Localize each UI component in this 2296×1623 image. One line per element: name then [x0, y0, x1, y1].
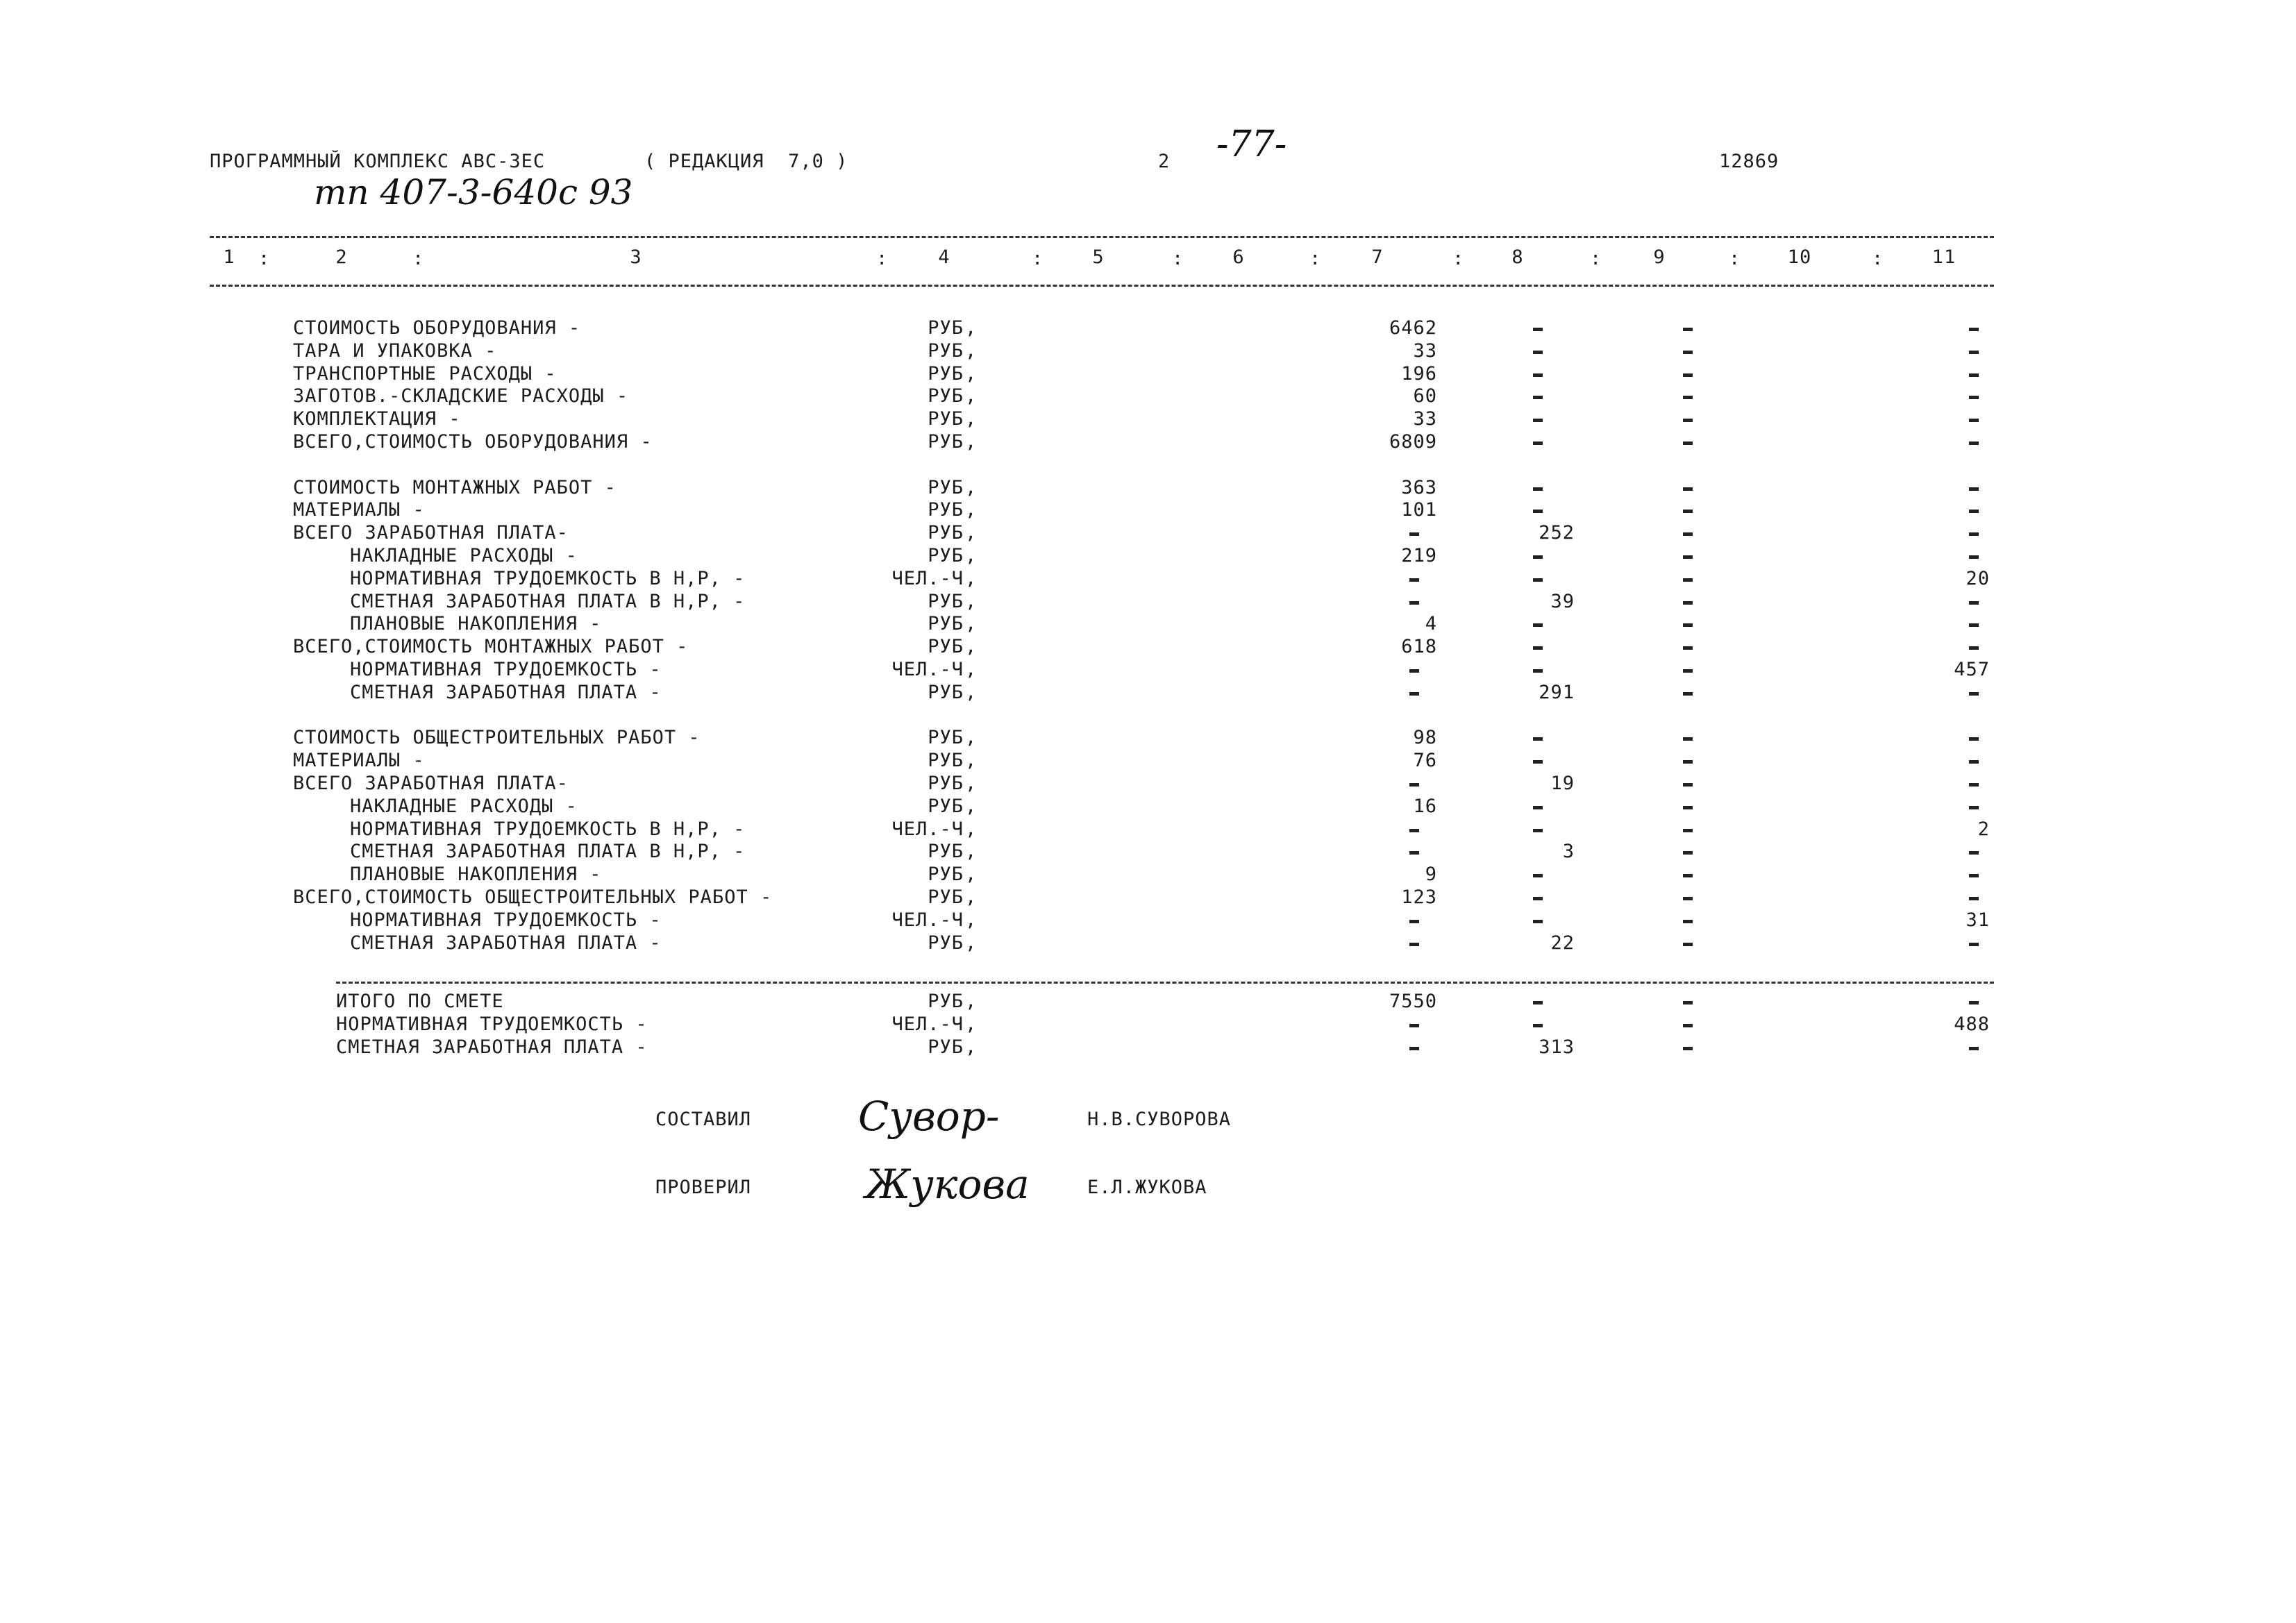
row-label: ТРАНСПОРТНЫЕ РАСХОДЫ - [293, 363, 557, 385]
row-label: ПЛАНОВЫЕ НАКОПЛЕНИЯ - [350, 613, 602, 634]
col8-value-dash [1533, 737, 1543, 741]
row-unit: РУБ [928, 591, 964, 612]
col7-value: 6809 [1389, 431, 1437, 453]
row-unit: РУБ [928, 363, 964, 385]
col9-value-dash [1683, 555, 1693, 559]
unit-separator: , [965, 568, 978, 589]
column-header-6: 6 [1232, 246, 1245, 268]
unit-separator: , [965, 818, 978, 840]
col7-value-dash [1409, 1047, 1419, 1050]
row-unit: ЧЕЛ.-Ч [891, 909, 964, 931]
col11-value-dash [1969, 396, 1979, 399]
column-header-9: 9 [1653, 246, 1666, 268]
col9-value-dash [1683, 851, 1693, 855]
col11-value-dash [1969, 897, 1979, 900]
col9-value-dash [1683, 760, 1693, 764]
unit-separator: , [965, 522, 978, 544]
row-unit: РУБ [928, 727, 964, 748]
unit-separator: , [965, 431, 978, 453]
col11-value-dash [1969, 1001, 1979, 1004]
row-unit: РУБ [928, 477, 964, 498]
column-header-5: 5 [1092, 246, 1105, 268]
col8-value-dash [1533, 578, 1543, 582]
col7-value: 60 [1413, 385, 1437, 407]
col9-value-dash [1683, 578, 1693, 582]
column-header-1: 1 [223, 246, 235, 268]
col7-value-dash [1409, 851, 1419, 855]
col8-value-dash [1533, 373, 1543, 377]
row-label: НАКЛАДНЫЕ РАСХОДЫ - [350, 796, 578, 817]
unit-separator: , [965, 991, 978, 1012]
row-label: НОРМАТИВНАЯ ТРУДОЕМКОСТЬ В Н,Р, - [350, 818, 746, 840]
column-separator: : [1729, 248, 1741, 269]
col8-value-dash [1533, 1024, 1543, 1027]
row-label: ВСЕГО ЗАРАБОТНАЯ ПЛАТА- [293, 773, 569, 794]
col11-value: 457 [1954, 659, 1990, 680]
col9-value-dash [1683, 1001, 1693, 1004]
row-unit: РУБ [928, 991, 964, 1012]
column-header-7: 7 [1371, 246, 1384, 268]
col8-value: 313 [1539, 1036, 1575, 1058]
col11-value-dash [1969, 646, 1979, 650]
row-unit: РУБ [928, 613, 964, 634]
col8-value-dash [1533, 442, 1543, 445]
col8-value-dash [1533, 829, 1543, 832]
col7-value-dash [1409, 601, 1419, 605]
col11-value: 20 [1966, 568, 1990, 589]
unit-separator: , [965, 340, 978, 362]
column-separator: : [258, 248, 271, 269]
row-label: СТОИМОСТЬ ОБЩЕСТРОИТЕЛЬНЫХ РАБОТ - [293, 727, 701, 748]
col8-value-dash [1533, 669, 1543, 673]
row-label: НОРМАТИВНАЯ ТРУДОЕМКОСТЬ - [350, 909, 662, 931]
col9-value-dash [1683, 692, 1693, 696]
row-unit: РУБ [928, 682, 964, 703]
col11-value-dash [1969, 851, 1979, 855]
col8-value-dash [1533, 555, 1543, 559]
col7-value-dash [1409, 578, 1419, 582]
col9-value-dash [1683, 510, 1693, 513]
col8-value-dash [1533, 646, 1543, 650]
row-label: КОМПЛЕКТАЦИЯ - [293, 408, 461, 430]
col11-value-dash [1969, 555, 1979, 559]
row-unit: РУБ [928, 431, 964, 453]
row-unit: РУБ [928, 545, 964, 566]
col11-value-dash [1969, 760, 1979, 764]
col11-value-dash [1969, 442, 1979, 445]
col7-value-dash [1409, 532, 1419, 536]
row-label: СМЕТНАЯ ЗАРАБОТНАЯ ПЛАТА - [350, 932, 662, 954]
col8-value-dash [1533, 874, 1543, 877]
col7-value: 16 [1413, 796, 1437, 817]
row-label: СМЕТНАЯ ЗАРАБОТНАЯ ПЛАТА В Н,Р, - [350, 841, 746, 862]
col7-value: 76 [1413, 750, 1437, 771]
row-unit: РУБ [928, 841, 964, 862]
col11-value-dash [1969, 623, 1979, 627]
col11-value-dash [1969, 737, 1979, 741]
column-separator: : [1172, 248, 1184, 269]
unit-separator: , [965, 363, 978, 385]
col7-value-dash [1409, 943, 1419, 946]
row-label: МАТЕРИАЛЫ - [293, 499, 425, 521]
col8-value-dash [1533, 510, 1543, 513]
row-label: НОРМАТИВНАЯ ТРУДОЕМКОСТЬ В Н,Р, - [350, 568, 746, 589]
document-code: 12869 [1719, 151, 1779, 172]
col9-value-dash [1683, 806, 1693, 809]
col8-value-dash [1533, 487, 1543, 491]
row-unit: РУБ [928, 636, 964, 657]
unit-separator: , [965, 727, 978, 748]
col9-value-dash [1683, 487, 1693, 491]
unit-separator: , [965, 932, 978, 954]
col9-value-dash [1683, 601, 1693, 605]
col8-value: 3 [1562, 841, 1575, 862]
col7-value-dash [1409, 783, 1419, 787]
col9-value-dash [1683, 829, 1693, 832]
unit-separator: , [965, 545, 978, 566]
row-label: СМЕТНАЯ ЗАРАБОТНАЯ ПЛАТА - [336, 1036, 648, 1058]
col11-value-dash [1969, 351, 1979, 354]
row-unit: РУБ [928, 340, 964, 362]
col7-value: 98 [1413, 727, 1437, 748]
col9-value-dash [1683, 646, 1693, 650]
col9-value-dash [1683, 396, 1693, 399]
sheet-number: 2 [1158, 151, 1171, 172]
col8-value-dash [1533, 897, 1543, 900]
col9-value-dash [1683, 1024, 1693, 1027]
unit-separator: , [965, 477, 978, 498]
col7-value: 6462 [1389, 317, 1437, 339]
column-separator: : [1590, 248, 1602, 269]
column-header-3: 3 [630, 246, 642, 268]
column-separator: : [876, 248, 889, 269]
unit-separator: , [965, 682, 978, 703]
row-label: ВСЕГО,СТОИМОСТЬ ОБОРУДОВАНИЯ - [293, 431, 653, 453]
col9-value-dash [1683, 920, 1693, 923]
col7-value-dash [1409, 692, 1419, 696]
handwritten-project-code: тп 407-3-640с 93 [314, 172, 633, 212]
row-label: ИТОГО ПО СМЕТЕ [336, 991, 504, 1012]
col11-value: 488 [1954, 1014, 1990, 1035]
row-unit: РУБ [928, 317, 964, 339]
unit-separator: , [965, 613, 978, 634]
col8-value-dash [1533, 396, 1543, 399]
col9-value-dash [1683, 623, 1693, 627]
unit-separator: , [965, 1014, 978, 1035]
row-unit: РУБ [928, 385, 964, 407]
composed-signature: Сувор- [858, 1093, 1000, 1140]
col7-value: 4 [1425, 613, 1437, 634]
column-separator: : [1309, 248, 1322, 269]
column-header-2: 2 [335, 246, 348, 268]
header-top-rule [210, 236, 1994, 238]
row-unit: РУБ [928, 1036, 964, 1058]
unit-separator: , [965, 909, 978, 931]
col7-value: 33 [1413, 340, 1437, 362]
col7-value: 9 [1425, 864, 1437, 885]
checked-name: Е.Л.ЖУКОВА [1087, 1177, 1207, 1198]
col11-value-dash [1969, 487, 1979, 491]
row-unit: ЧЕЛ.-Ч [891, 659, 964, 680]
row-unit: РУБ [928, 750, 964, 771]
row-label: НОРМАТИВНАЯ ТРУДОЕМКОСТЬ - [350, 659, 662, 680]
col7-value: 618 [1401, 636, 1437, 657]
col11-value-dash [1969, 510, 1979, 513]
column-header-8: 8 [1511, 246, 1524, 268]
col8-value-dash [1533, 328, 1543, 331]
unit-separator: , [965, 317, 978, 339]
column-separator: : [1872, 248, 1884, 269]
col8-value: 291 [1539, 682, 1575, 703]
checked-label: ПРОВЕРИЛ [655, 1177, 752, 1198]
unit-separator: , [965, 750, 978, 771]
row-unit: ЧЕЛ.-Ч [891, 818, 964, 840]
row-label: ВСЕГО,СТОИМОСТЬ МОНТАЖНЫХ РАБОТ - [293, 636, 689, 657]
col7-value: 7550 [1389, 991, 1437, 1012]
totals-rule [336, 982, 1994, 984]
row-label: СТОИМОСТЬ ОБОРУДОВАНИЯ - [293, 317, 581, 339]
unit-separator: , [965, 659, 978, 680]
unit-separator: , [965, 886, 978, 908]
row-unit: ЧЕЛ.-Ч [891, 568, 964, 589]
col11-value-dash [1969, 419, 1979, 422]
row-unit: РУБ [928, 408, 964, 430]
row-label: ВСЕГО ЗАРАБОТНАЯ ПЛАТА- [293, 522, 569, 544]
col7-value: 101 [1401, 499, 1437, 521]
col11-value: 31 [1966, 909, 1990, 931]
row-unit: РУБ [928, 522, 964, 544]
program-name: ПРОГРАММНЫЙ КОМПЛЕКС АВС-3ЕС [210, 151, 546, 172]
col9-value-dash [1683, 897, 1693, 900]
unit-separator: , [965, 841, 978, 862]
unit-separator: , [965, 591, 978, 612]
composed-label: СОСТАВИЛ [655, 1109, 752, 1130]
col9-value-dash [1683, 442, 1693, 445]
column-separator: : [412, 248, 425, 269]
col7-value-dash [1409, 669, 1419, 673]
unit-separator: , [965, 796, 978, 817]
col8-value-dash [1533, 1001, 1543, 1004]
col11-value-dash [1969, 806, 1979, 809]
col9-value-dash [1683, 669, 1693, 673]
col9-value-dash [1683, 328, 1693, 331]
row-label: МАТЕРИАЛЫ - [293, 750, 425, 771]
col11-value-dash [1969, 874, 1979, 877]
handwritten-page-number: -77- [1216, 124, 1287, 165]
row-label: СТОИМОСТЬ МОНТАЖНЫХ РАБОТ - [293, 477, 617, 498]
col7-value-dash [1409, 1024, 1419, 1027]
column-separator: : [1032, 248, 1044, 269]
col9-value-dash [1683, 419, 1693, 422]
col11-value-dash [1969, 328, 1979, 331]
row-label: СМЕТНАЯ ЗАРАБОТНАЯ ПЛАТА - [350, 682, 662, 703]
column-separator: : [1452, 248, 1465, 269]
header-bottom-rule [210, 285, 1994, 287]
row-label: СМЕТНАЯ ЗАРАБОТНАЯ ПЛАТА В Н,Р, - [350, 591, 746, 612]
column-header-11: 11 [1932, 246, 1956, 268]
row-unit: РУБ [928, 932, 964, 954]
col11-value-dash [1969, 373, 1979, 377]
row-label: НОРМАТИВНАЯ ТРУДОЕМКОСТЬ - [336, 1014, 648, 1035]
row-label: ВСЕГО,СТОИМОСТЬ ОБЩЕСТРОИТЕЛЬНЫХ РАБОТ - [293, 886, 773, 908]
unit-separator: , [965, 636, 978, 657]
column-header-10: 10 [1787, 246, 1812, 268]
composed-name: Н.В.СУВОРОВА [1087, 1109, 1232, 1130]
col9-value-dash [1683, 1047, 1693, 1050]
col8-value: 19 [1550, 773, 1575, 794]
unit-separator: , [965, 1036, 978, 1058]
edition-label: ( РЕДАКЦИЯ 7,0 ) [644, 151, 848, 172]
unit-separator: , [965, 499, 978, 521]
col8-value-dash [1533, 623, 1543, 627]
col9-value-dash [1683, 351, 1693, 354]
row-label: ЗАГОТОВ.-СКЛАДСКИЕ РАСХОДЫ - [293, 385, 629, 407]
row-unit: РУБ [928, 499, 964, 521]
col8-value: 252 [1539, 522, 1575, 544]
col7-value: 33 [1413, 408, 1437, 430]
col11-value-dash [1969, 601, 1979, 605]
col9-value-dash [1683, 943, 1693, 946]
col8-value: 39 [1550, 591, 1575, 612]
col8-value-dash [1533, 760, 1543, 764]
unit-separator: , [965, 864, 978, 885]
col11-value-dash [1969, 943, 1979, 946]
col7-value: 196 [1401, 363, 1437, 385]
col7-value: 219 [1401, 545, 1437, 566]
col8-value-dash [1533, 920, 1543, 923]
col9-value-dash [1683, 737, 1693, 741]
col11-value-dash [1969, 692, 1979, 696]
row-label: ТАРА И УПАКОВКА - [293, 340, 497, 362]
col7-value-dash [1409, 829, 1419, 832]
col7-value: 363 [1401, 477, 1437, 498]
col11-value-dash [1969, 532, 1979, 536]
col8-value-dash [1533, 806, 1543, 809]
row-unit: РУБ [928, 864, 964, 885]
unit-separator: , [965, 408, 978, 430]
col11-value-dash [1969, 783, 1979, 787]
col8-value: 22 [1550, 932, 1575, 954]
unit-separator: , [965, 773, 978, 794]
col9-value-dash [1683, 373, 1693, 377]
checked-signature: Жукова [865, 1161, 1030, 1208]
col11-value-dash [1969, 1047, 1979, 1050]
row-unit: РУБ [928, 886, 964, 908]
col9-value-dash [1683, 532, 1693, 536]
row-label: ПЛАНОВЫЕ НАКОПЛЕНИЯ - [350, 864, 602, 885]
unit-separator: , [965, 385, 978, 407]
col7-value-dash [1409, 920, 1419, 923]
col9-value-dash [1683, 783, 1693, 787]
col7-value: 123 [1401, 886, 1437, 908]
row-label: НАКЛАДНЫЕ РАСХОДЫ - [350, 545, 578, 566]
col8-value-dash [1533, 351, 1543, 354]
col11-value: 2 [1977, 818, 1990, 840]
col8-value-dash [1533, 419, 1543, 422]
column-header-4: 4 [938, 246, 950, 268]
row-unit: РУБ [928, 796, 964, 817]
row-unit: РУБ [928, 773, 964, 794]
row-unit: ЧЕЛ.-Ч [891, 1014, 964, 1035]
col9-value-dash [1683, 874, 1693, 877]
